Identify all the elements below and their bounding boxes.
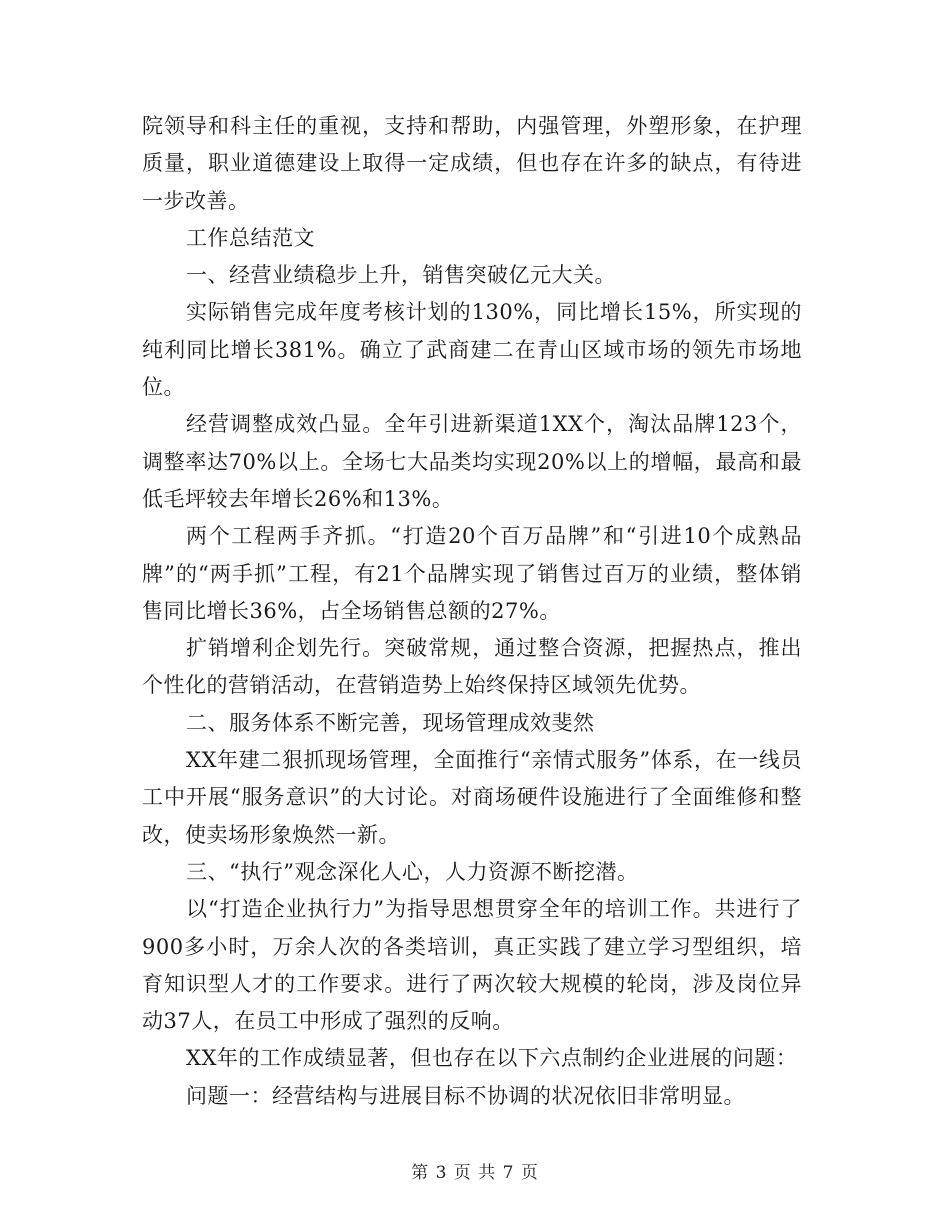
paragraph-5: 经营调整成效凸显。全年引进新渠道1XX个，淘汰品牌123个，调整率达70%以上。全场七大品类均实现20%以上的增幅，最高和最低毛坪较去年增长26%和13%。 [142, 412, 802, 511]
paragraph-13: 问题一：经营结构与进展目标不协调的状况依旧非常明显。 [186, 1083, 745, 1108]
paragraph-4: 实际销售完成年度考核计划的130%，同比增长15%，所实现的纯利同比增长381%。确立了武商建二在青山区域市场的领先市场地位。 [142, 300, 802, 400]
paragraph-8: 二、服务体系不断完善，现场管理成效斐然 [186, 710, 595, 735]
page-number-footer: 第 3 页 共 7 页 [411, 1163, 539, 1183]
paragraph-9: XX年建二狠抓现场管理，全面推行“亲情式服务”体系，在一线员工中开展“服务意识”的大讨论。对商场硬件设施进行了全面维修和整改，使卖场形象焕然一新。 [142, 748, 802, 847]
paragraph-7: 扩销增利企划先行。突破常规，通过整合资源，把握热点，推出个性化的营销活动，在营销造势上始终保持区域领先优势。 [142, 636, 802, 698]
paragraph-10: 三、“执行”观念深化人心，人力资源不断挖潜。 [186, 859, 639, 884]
paragraph-11: 以“打造企业执行力”为指导思想贯穿全年的培训工作。共进行了900多小时，万余人次的各类培训，真正实践了建立学习型组织，培育知识型人才的工作要求。进行了两次较大规模的轮岗，涉及岗位异动37人，在员工中形成了强烈的反响。 [142, 897, 802, 1034]
paragraph-2: 工作总结范文 [186, 225, 315, 250]
paragraph-12: XX年的工作成绩显著，但也存在以下六点制约企业进展的问题： [186, 1046, 798, 1071]
document-body [142, 108, 802, 1115]
paragraph-6: 两个工程两手齐抓。“打造20个百万品牌”和“引进10个成熟品牌”的“两手抓”工程，有21个品牌实现了销售过百万的业绩，整体销售同比增长36%，占全场销售总额的27%。 [142, 524, 802, 623]
paragraph-3: 一、经营业绩稳步上升，销售突破亿元大关。 [186, 263, 616, 288]
paragraph-1: 院领导和科主任的重视，支持和帮助，内强管理，外塑形象，在护理质量，职业道德建设上取得一定成绩，但也存在许多的缺点，有待进一步改善。 [142, 114, 802, 213]
